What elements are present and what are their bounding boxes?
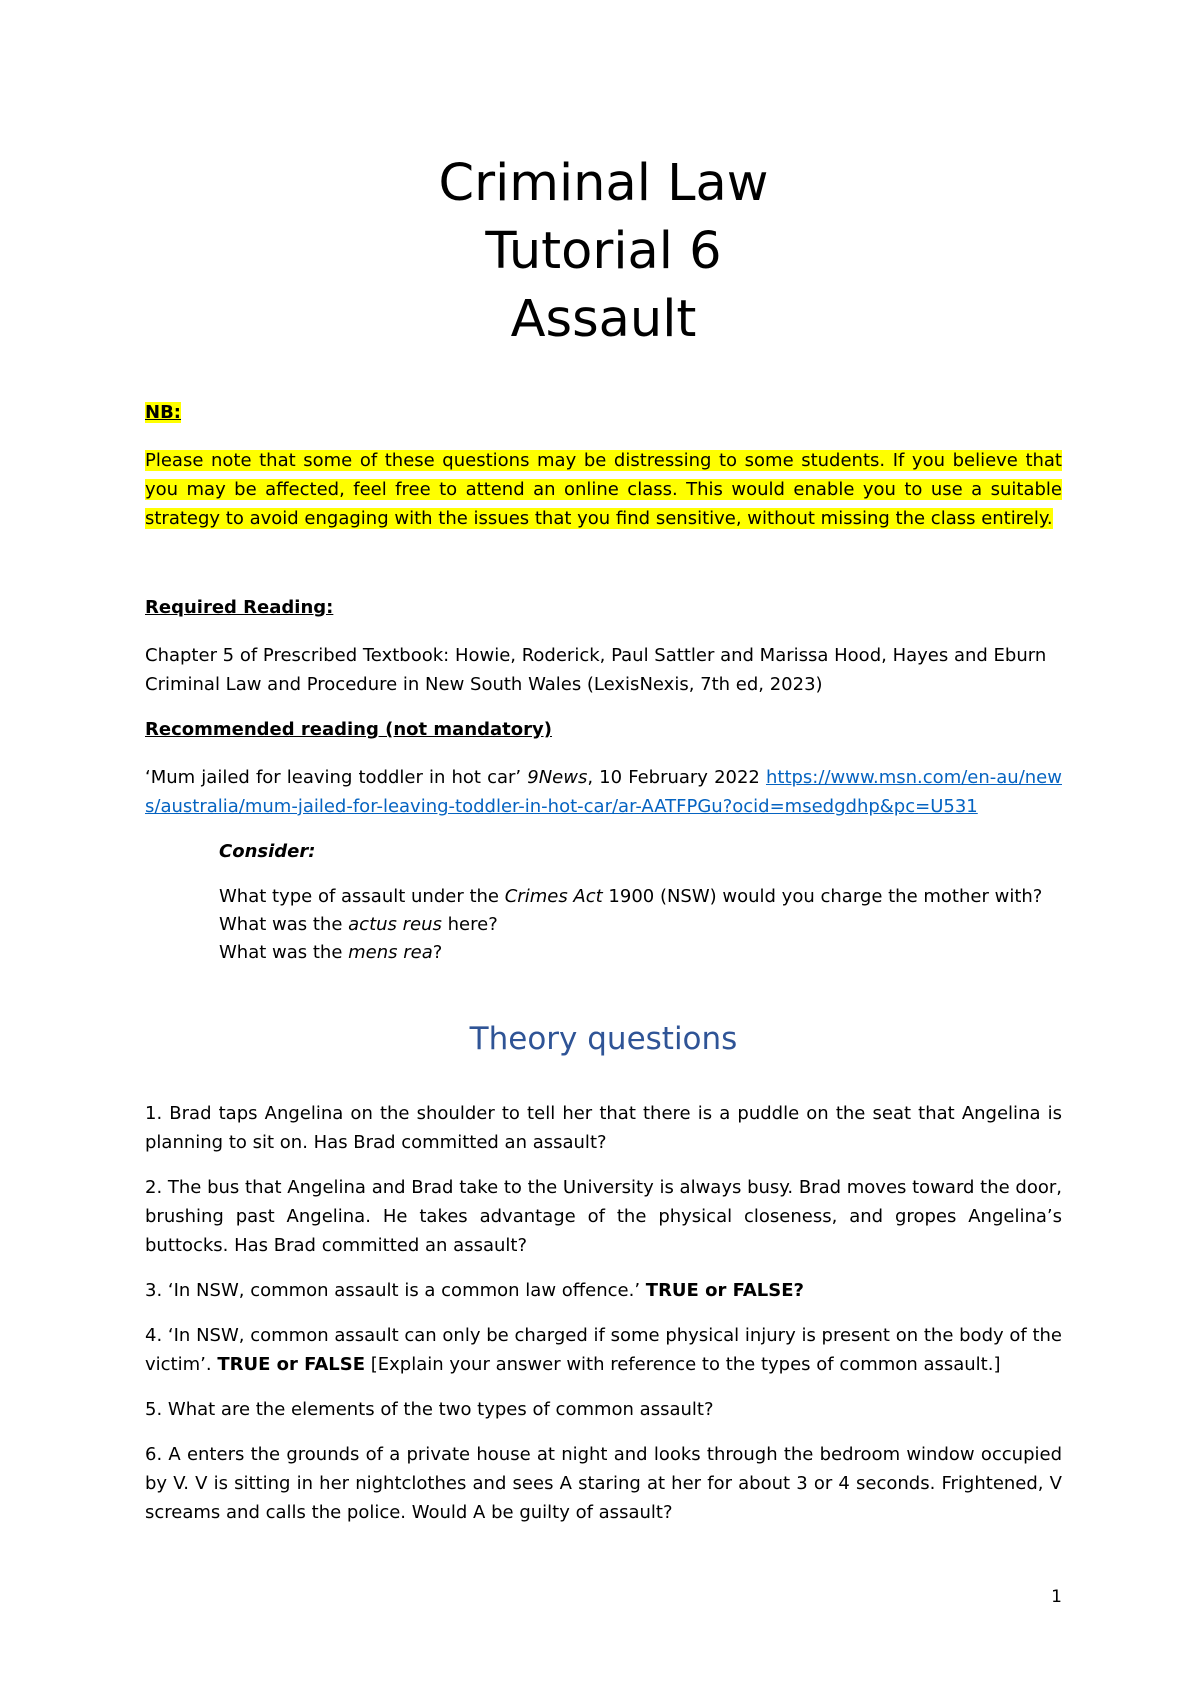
page-number: 1	[1051, 1587, 1062, 1607]
consider-question-2: What was the actus reus here?	[219, 914, 498, 935]
consider-block	[219, 839, 1062, 967]
recommended-reading-heading: Recommended reading (not mandatory)	[145, 719, 552, 740]
article-source: 9News	[527, 767, 588, 788]
consider-question-1: What type of assault under the Crimes Act 1900 (NSW) would you charge the mother with?	[219, 886, 1043, 907]
notice-text-highlight: Please note that some of these questions may be distressing to some students. If you believe that you may be affected, feel free to attend an online class. This would enable you to use a suitable strategy to avoid engaging with the issues that you find sensitive, without missing the class entirely.	[145, 450, 1062, 529]
article-date: , 10 February 2022	[587, 767, 760, 788]
notice-text	[145, 446, 1062, 533]
document-content	[145, 150, 1062, 1543]
document-title	[145, 150, 1062, 354]
theory-question-2: 2. The bus that Angelina and Brad take to the University is always busy. Brad moves toward the door, brushing past Angelina. He takes advantage of the physical closeness, and gropes Angelina’s buttocks. Has Brad committed an assault?	[145, 1177, 1063, 1256]
title-line-topic: Assault	[510, 290, 697, 349]
theory-question-5: 5. What are the elements of the two types of common assault?	[145, 1399, 714, 1420]
article-link[interactable]: https://www.msn.com/en-au/news/australia/mum-jailed-for-leaving-toddler-in-hot-car/ar-AATFPGu?ocid=msedgdhp&pc=U531	[145, 767, 1062, 817]
notice-label: NB:	[145, 402, 181, 423]
title-line-course: Criminal Law	[438, 154, 769, 213]
theory-questions-heading: Theory questions	[469, 1021, 738, 1057]
required-reading-text: Chapter 5 of Prescribed Textbook: Howie, Roderick, Paul Sattler and Marissa Hood, Hayes and Eburn Criminal Law and Procedure in New South Wales (LexisNexis, 7th ed, 2023)	[145, 645, 1047, 695]
theory-question-4: 4. ‘In NSW, common assault can only be charged if some physical injury is present on the body of the victim’. TRUE or FALSE [Explain your answer with reference to the types of common assault.]	[145, 1325, 1062, 1375]
theory-question-3: 3. ‘In NSW, common assault is a common law offence.’ TRUE or FALSE?	[145, 1280, 804, 1301]
recommended-reading-entry	[145, 763, 1062, 821]
consider-question-3: What was the mens rea?	[219, 942, 443, 963]
article-title: ‘Mum jailed for leaving toddler in hot car’	[145, 767, 528, 788]
consider-label: Consider:	[219, 841, 316, 862]
theory-question-1: 1. Brad taps Angelina on the shoulder to tell her that there is a puddle on the seat that Angelina is planning to sit on. Has Brad committed an assault?	[145, 1103, 1062, 1153]
required-reading-heading: Required Reading:	[145, 597, 334, 618]
title-line-tutorial: Tutorial 6	[485, 222, 722, 281]
theory-question-6: 6. A enters the grounds of a private house at night and looks through the bedroom window occupied by V. V is sitting in her nightclothes and sees A staring at her for about 3 or 4 seconds. Frightened, V screams and calls the police. Would A be guilty of assault?	[145, 1444, 1062, 1523]
